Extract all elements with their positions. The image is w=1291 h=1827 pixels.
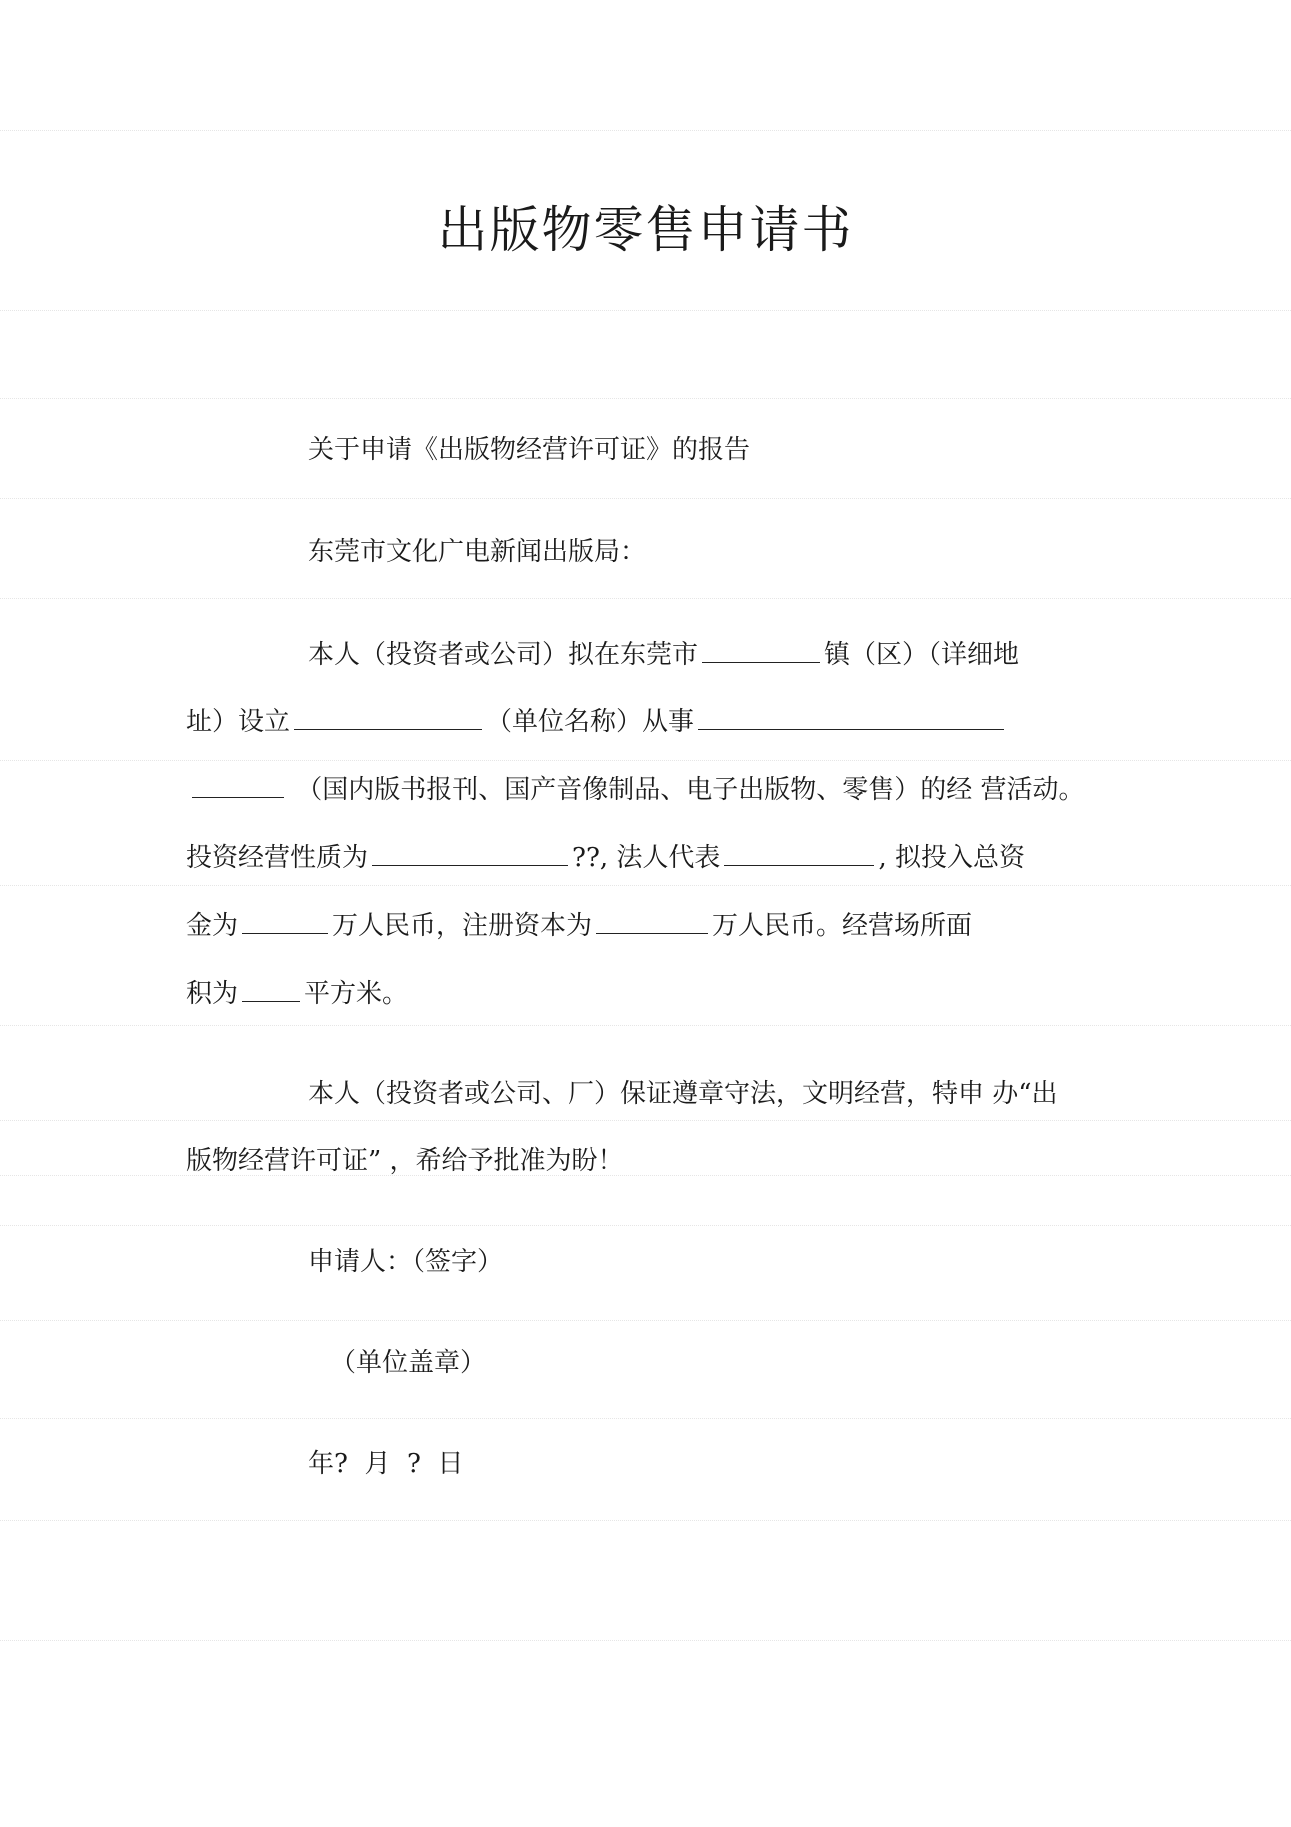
ruled-line bbox=[0, 1025, 1291, 1026]
unit-seal: （单位盖章） bbox=[330, 1348, 487, 1378]
document-title: 出版物零售申请书 bbox=[437, 201, 854, 259]
body-line: 本人（投资者或公司）拟在东莞市 镇（区）（详细地 bbox=[308, 636, 1019, 673]
ruled-line bbox=[0, 760, 1291, 761]
body-line: 积为 平方米。 bbox=[186, 975, 408, 1012]
ruled-line bbox=[0, 130, 1291, 131]
ruled-line bbox=[0, 398, 1291, 399]
ruled-line bbox=[0, 1418, 1291, 1419]
body-line: （国内版书报刊、国产音像制品、电子出版物、零售）的经 营活动。 bbox=[188, 771, 1085, 808]
total-investment-blank[interactable] bbox=[242, 907, 328, 934]
report-subject: 关于申请《出版物经营许可证》的报告 bbox=[308, 435, 751, 465]
ruled-line bbox=[0, 1520, 1291, 1521]
ruled-line bbox=[0, 1640, 1291, 1641]
body-line: 本人（投资者或公司、厂）保证遵章守法，文明经营，特申 办“出 bbox=[308, 1079, 1058, 1109]
business-scope-blank-cont[interactable] bbox=[192, 771, 284, 798]
investment-nature-blank[interactable] bbox=[372, 839, 568, 866]
ruled-line bbox=[0, 885, 1291, 886]
town-blank[interactable] bbox=[702, 636, 820, 663]
recipient: 东莞市文化广电新闻出版局： bbox=[308, 537, 647, 567]
ruled-line bbox=[0, 310, 1291, 311]
body-line: 投资经营性质为 ??, 法人代表 , 拟投入总资 bbox=[186, 839, 1025, 876]
ruled-line bbox=[0, 498, 1291, 499]
ruled-line bbox=[0, 598, 1291, 599]
body-line: 址）设立 （单位名称）从事 bbox=[186, 703, 1008, 740]
unit-name-blank[interactable] bbox=[294, 703, 482, 730]
business-scope-blank[interactable] bbox=[698, 703, 1004, 730]
body-line: 金为 万人民币，注册资本为 万人民币。经营场所面 bbox=[186, 907, 972, 944]
registered-capital-blank[interactable] bbox=[596, 907, 708, 934]
ruled-line bbox=[0, 1320, 1291, 1321]
body-line: 版物经营许可证” ，希给予批准为盼！ bbox=[186, 1146, 624, 1176]
ruled-line bbox=[0, 1120, 1291, 1121]
ruled-line bbox=[0, 1225, 1291, 1226]
date-line: 年? 月 ? 日 bbox=[308, 1449, 464, 1479]
area-blank[interactable] bbox=[242, 975, 300, 1002]
applicant-signature: 申请人：（签字） bbox=[308, 1247, 504, 1277]
legal-rep-blank[interactable] bbox=[724, 839, 874, 866]
